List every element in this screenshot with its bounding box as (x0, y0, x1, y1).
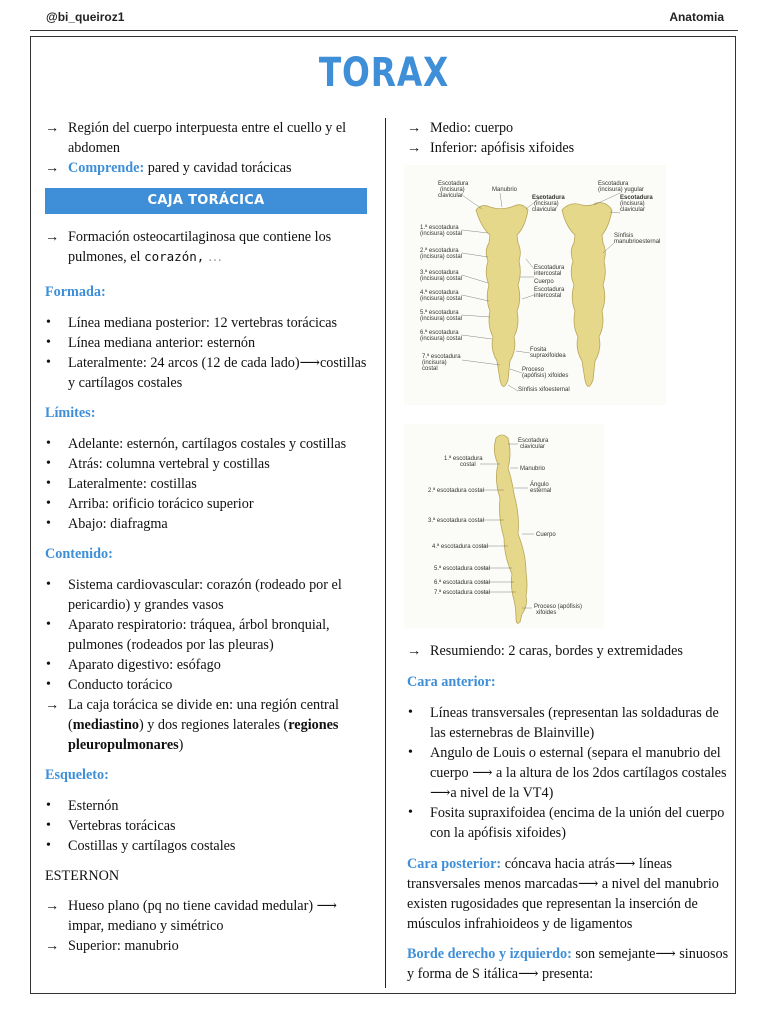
list-item: • Línea mediana anterior: esternón (45, 333, 367, 353)
label: clavicular (438, 193, 464, 199)
page-title: TORAX (318, 50, 450, 96)
cara-posterior-paragraph: Cara posterior: cóncava hacia atrás⟶ líneas transversales menos marcadas⟶ a nivel del manubrio existen rugosidades que representan la inserción de músculos infrahioideos y de ligamentos (407, 856, 719, 932)
label: clavicular (520, 444, 546, 450)
formada-list (45, 313, 367, 393)
list-item: • Arriba: orificio torácico superior (45, 494, 367, 514)
intro-definition: → Región del cuerpo interpuesta entre el cuello y el abdomen (45, 120, 347, 156)
label: Escotadura (518, 438, 549, 444)
header-rule (30, 30, 738, 31)
borde-label: Borde derecho y izquierdo: (407, 946, 572, 962)
sternum-front-back-figure (404, 165, 666, 405)
formacion-line: → Formación osteocartilaginosa que contiene los pulmones, el corazón, … (45, 229, 332, 265)
list-item: • Adelante: esternón, cartílagos costales y costillas (45, 434, 367, 454)
list-item: • Conducto torácico (45, 675, 367, 695)
arrow-icon: → (407, 140, 422, 156)
label: 5.ª escotadura costal (434, 566, 490, 572)
label: (incisura) yugular (598, 187, 645, 193)
label: 6.ª escotadura (420, 330, 459, 336)
page-header (0, 0, 768, 34)
list-item: • Vertebras torácicas (45, 816, 367, 836)
label: Sínfisis xifoesternal (518, 387, 570, 393)
label: 2.ª escotadura (420, 248, 459, 254)
subject-label: Anatomia (669, 10, 724, 24)
label: Ángulo (530, 482, 549, 488)
label: (apófisis) xifoides (522, 373, 569, 379)
right-column-bottom (407, 641, 732, 984)
medio-line: → Medio: cuerpo (407, 120, 514, 136)
label: intercostal (534, 271, 562, 277)
label: Escotadura (598, 181, 629, 187)
superior-line: → Superior: manubrio (45, 938, 179, 954)
list-item: • Línea mediana posterior: 12 vertebras torácicas (45, 313, 367, 333)
list-item: • Aparato respiratorio: tráquea, árbol bronquial, pulmones (rodeados por las pleuras) (45, 615, 367, 655)
contenido-list (45, 575, 367, 695)
label: 4.ª escotadura (420, 290, 459, 296)
borde-paragraph: Borde derecho y izquierdo: son semejante⟶ sinuosos y forma de S itálica⟶ presenta: (407, 946, 729, 982)
esqueleto-heading: Esqueleto: (45, 767, 109, 783)
label: (incisura) (620, 201, 645, 207)
label: xifoides (536, 610, 557, 616)
label: Escotadura (620, 195, 653, 201)
left-column (45, 118, 367, 956)
inferior-line: → Inferior: apófisis xifoides (407, 140, 575, 156)
formada-heading: Formada: (45, 284, 106, 300)
label: Escotadura (532, 195, 565, 201)
label: (incisura) costal (420, 231, 463, 237)
label: (incisura) (534, 201, 559, 207)
arrow-icon: → (407, 643, 422, 659)
list-item: • Angulo de Louis o esternal (separa el manubrio del cuerpo ⟶ a la altura de los 2dos cartílagos costales ⟶a nivel de la VT4) (407, 743, 732, 803)
label: 1.ª escotadura (444, 456, 483, 462)
label: (incisura) costal (420, 316, 463, 322)
label: 6.ª escotadura costal (434, 580, 490, 586)
sternum-lateral-figure (404, 424, 604, 628)
list-item: • Abajo: diafragma (45, 514, 367, 534)
label: Manubrio (520, 466, 546, 472)
label: Escotadura (534, 265, 565, 271)
arrow-icon: → (45, 938, 60, 954)
label: 7.ª escotadura costal (434, 590, 490, 596)
cara-anterior-list (407, 703, 732, 843)
sternum-lateral-illustration (494, 435, 527, 623)
label: Sínfisis (614, 233, 634, 239)
arrow-icon: → (45, 697, 60, 713)
label: (incisura) (422, 360, 447, 366)
label: (incisura) costal (420, 254, 463, 260)
label: costal (460, 462, 476, 468)
label: 3.ª escotadura (420, 270, 459, 276)
caja-toracica-banner: CAJA TORÁCICA (45, 188, 367, 214)
label: Cuerpo (534, 279, 554, 285)
list-item: • Sistema cardiovascular: corazón (rodeado por el pericardio) y grandes vasos (45, 575, 367, 615)
arrow-icon: → (45, 898, 60, 914)
label: (incisura) costal (420, 336, 463, 342)
label: (incisura) costal (420, 296, 463, 302)
esqueleto-list (45, 796, 367, 856)
division-line: → La caja torácica se divide en: una región central (mediastino) y dos regiones laterales (regiones pleuropulmonares) (45, 697, 339, 753)
label: 1.ª escotadura (420, 225, 459, 231)
comprende-label: Comprende: (68, 160, 145, 176)
label: 4.ª escotadura costal (432, 544, 488, 550)
resumiendo-line: → Resumiendo: 2 caras, bordes y extremidades (407, 643, 683, 659)
label: Manubrio (492, 187, 518, 193)
list-item: • Lateralmente: 24 arcos (12 de cada lado)⟶costillas y cartílagos costales (45, 353, 367, 393)
label: supraxifoidea (530, 353, 566, 359)
label: Escotadura (438, 181, 469, 187)
list-item: • Esternón (45, 796, 367, 816)
label: Escotadura (534, 287, 565, 293)
sternum-anterior-illustration (476, 205, 528, 387)
label: 3.ª escotadura costal (428, 518, 484, 524)
arrow-icon: → (407, 120, 422, 136)
cara-posterior-label: Cara posterior: (407, 856, 502, 872)
list-item: • Líneas transversales (representan las soldaduras de las esternebras de Blainville) (407, 703, 732, 743)
list-item: • Atrás: columna vertebral y costillas (45, 454, 367, 474)
label: Proceso (apófisis) (534, 604, 583, 610)
label: (incisura) costal (420, 276, 463, 282)
limites-list (45, 434, 367, 534)
label: clavicular (532, 207, 558, 213)
contenido-heading: Contenido: (45, 546, 113, 562)
column-divider (385, 118, 386, 988)
list-item: • Fosita supraxifoidea (encima de la unión del cuerpo con la apófisis xifoides) (407, 803, 732, 843)
list-item: • Aparato digestivo: esófago (45, 655, 367, 675)
list-item: • Costillas y cartílagos costales (45, 836, 367, 856)
label: Fosita (530, 347, 547, 353)
hueso-line: → Hueso plano (pq no tiene cavidad medular) ⟶ impar, mediano y simétrico (45, 898, 337, 934)
cara-anterior-heading: Cara anterior: (407, 674, 496, 690)
comprende-line: → Comprende: pared y cavidad torácicas (45, 160, 292, 176)
label: 5.ª escotadura (420, 310, 459, 316)
arrow-icon: → (45, 160, 60, 176)
label: manubrioesternal (614, 239, 661, 245)
arrow-icon: → (45, 120, 60, 136)
label: 2.ª escotadura costal (428, 488, 484, 494)
author-handle: @bi_queiroz1 (46, 10, 125, 24)
right-column-top (407, 118, 732, 158)
label: esternal (530, 488, 552, 494)
arrow-icon: → (45, 229, 60, 245)
label: (incisura) (440, 187, 465, 193)
esternon-heading: ESTERNON (45, 868, 120, 884)
sternum-posterior-illustration (562, 203, 612, 387)
label: Proceso (522, 367, 545, 373)
label: intercostal (534, 293, 562, 299)
list-item: • Lateralmente: costillas (45, 474, 367, 494)
label: costal (422, 366, 438, 372)
limites-heading: Límites: (45, 405, 96, 421)
label: clavicular (620, 207, 646, 213)
label: 7.ª escotadura (422, 354, 461, 360)
label: Cuerpo (536, 532, 556, 538)
